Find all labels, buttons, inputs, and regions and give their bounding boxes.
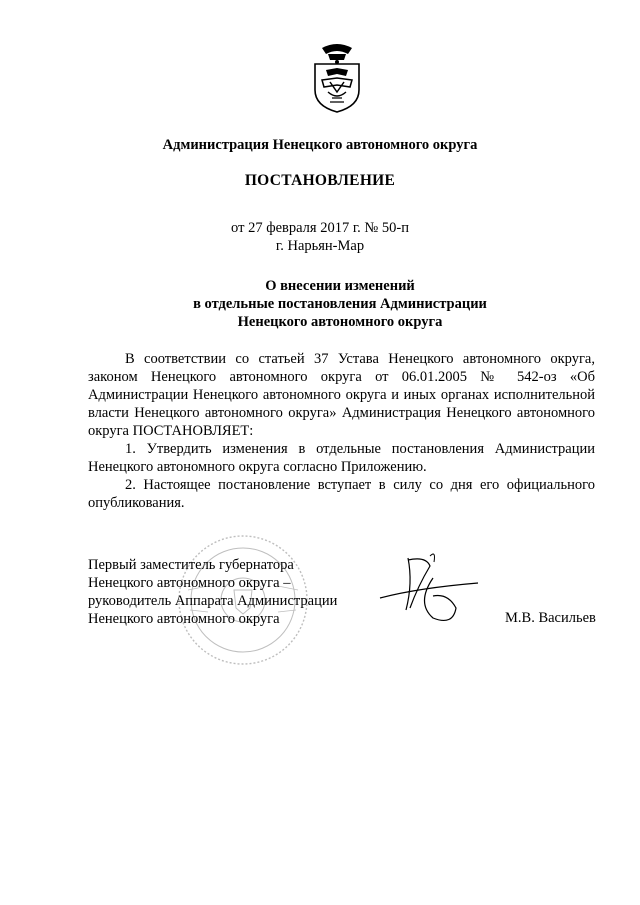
signatory-position — [88, 556, 337, 628]
handwritten-signature — [378, 548, 488, 628]
document-type: ПОСТАНОВЛЕНИЕ — [244, 172, 396, 189]
position-line: руководитель Аппарата Администрации — [88, 593, 338, 609]
document-body — [88, 350, 595, 512]
position-line: Первый заместитель губернатора — [88, 557, 294, 573]
resolution-item: 2. Настоящее постановление вступает в силу со дня его официального опубликования. — [88, 477, 595, 511]
subject-line: в отдельные постановления Администрации — [193, 296, 487, 312]
coat-of-arms-icon — [312, 40, 362, 114]
document-subject — [0, 277, 640, 331]
signatory-name: М.В. Васильев — [505, 610, 596, 626]
document-city: г. Нарьян-Мар — [275, 238, 365, 254]
resolution-item: 1. Утвердить изменения в отдельные постановления Администрации Ненецкого автономного округа согласно Приложению. — [88, 441, 595, 475]
position-line: Ненецкого автономного округа – — [88, 575, 291, 591]
subject-line: Ненецкого автономного округа — [237, 314, 443, 330]
subject-line: О внесении изменений — [265, 278, 415, 294]
document-date-number: от 27 февраля 2017 г. № 50-п — [231, 220, 409, 236]
preamble-paragraph: В соответствии со статьей 37 Устава Ненецкого автономного округа, законом Ненецкого автономного округа от 06.01.2005 № 542-оз «Об Администрации Ненецкого автономного округа и иных органах исполнительной власти Ненецкого автономного округа» Администрация Ненецкого автономного округа ПОСТАНОВЛЯЕТ: — [88, 351, 595, 439]
organization-title: Администрация Ненецкого автономного округа — [162, 137, 478, 153]
position-line: Ненецкого автономного округа — [88, 611, 280, 627]
